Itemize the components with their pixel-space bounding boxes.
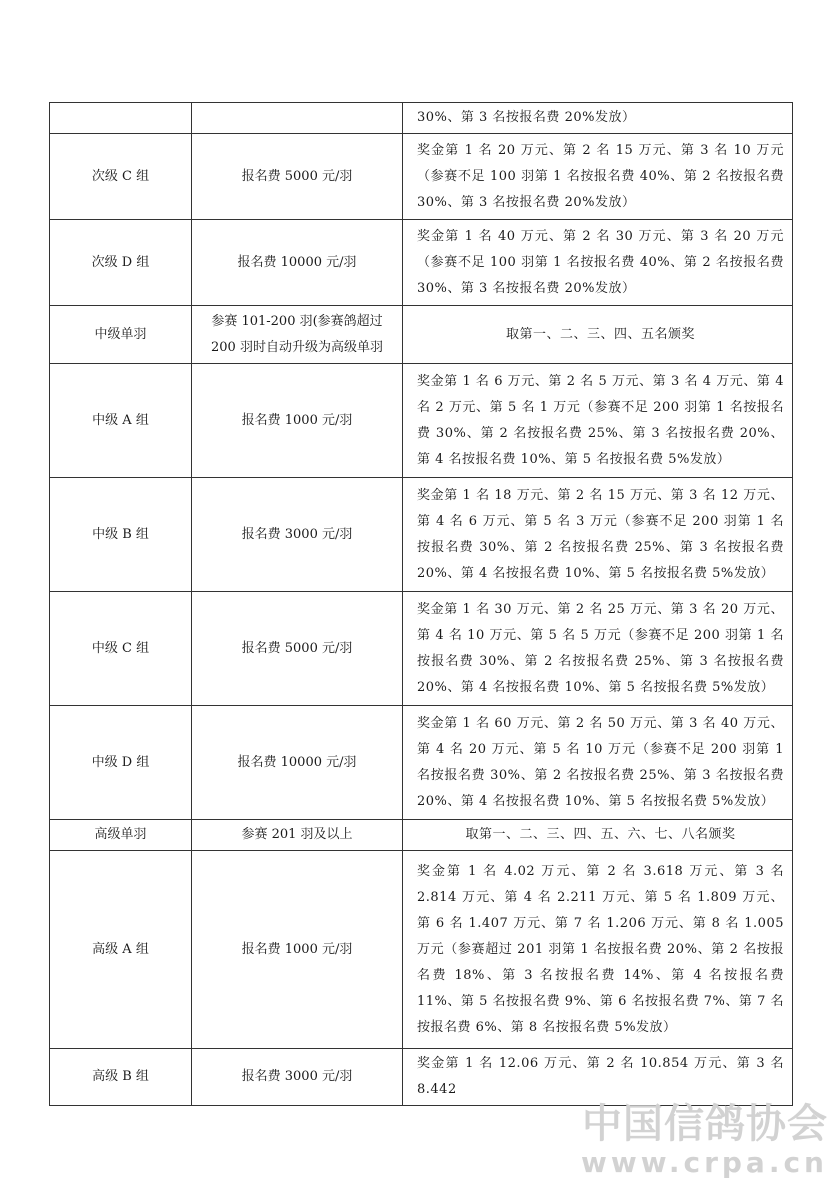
entry-cell: 参赛 101-200 羽(参赛鸽超过 200 羽时自动升级为高级单羽 bbox=[192, 306, 403, 364]
entry-cell bbox=[192, 103, 403, 134]
prize-cell: 取第一、二、三、四、五名颁奖 bbox=[403, 306, 793, 364]
table-row bbox=[50, 220, 793, 306]
group-cell: 次级 C 组 bbox=[50, 134, 192, 220]
table-row bbox=[50, 103, 793, 134]
prize-cell: 奖金第 1 名 20 万元、第 2 名 15 万元、第 3 名 10 万元（参赛不足 100 羽第 1 名按报名费 40%、第 2 名按报名费 30%、第 3 名按报名费 20%发放） bbox=[403, 134, 793, 220]
group-cell: 中级 D 组 bbox=[50, 706, 192, 820]
table-row bbox=[50, 364, 793, 478]
watermark-name: 中国信鸽协会 bbox=[582, 1101, 828, 1147]
table-row bbox=[50, 1049, 793, 1106]
entry-cell: 报名费 1000 元/羽 bbox=[192, 851, 403, 1049]
table-row bbox=[50, 706, 793, 820]
table-row bbox=[50, 134, 793, 220]
entry-cell: 参赛 201 羽及以上 bbox=[192, 820, 403, 851]
prize-cell: 30%、第 3 名按报名费 20%发放） bbox=[403, 103, 793, 134]
prize-table bbox=[49, 102, 793, 1106]
entry-cell: 报名费 3000 元/羽 bbox=[192, 478, 403, 592]
group-cell: 次级 D 组 bbox=[50, 220, 192, 306]
prize-cell: 奖金第 1 名 4.02 万元、第 2 名 3.618 万元、第 3 名 2.814 万元、第 4 名 2.211 万元、第 5 名 1.809 万元、第 6 名 1.407 万元、第 7 名 1.206 万元、第 8 名 1.005 万元（参赛超过 201 羽第 1 名按报名费 20%、第 2 名按报名费 18%、第 3 名按报名费 14%、第 4 名按报名费 11%、第 5 名按报名费 9%、第 6 名按报名费 7%、第 7 名按报名费 6%、第 8 名按报名费 5%发放） bbox=[403, 851, 793, 1049]
prize-cell: 奖金第 1 名 40 万元、第 2 名 30 万元、第 3 名 20 万元（参赛不足 100 羽第 1 名按报名费 40%、第 2 名按报名费 30%、第 3 名按报名费 20%发放） bbox=[403, 220, 793, 306]
entry-cell: 报名费 1000 元/羽 bbox=[192, 364, 403, 478]
entry-cell: 报名费 3000 元/羽 bbox=[192, 1049, 403, 1106]
group-cell: 中级 B 组 bbox=[50, 478, 192, 592]
watermark-url: www.crpa.cn bbox=[581, 1146, 828, 1179]
group-cell: 高级 B 组 bbox=[50, 1049, 192, 1106]
table-row bbox=[50, 592, 793, 706]
prize-cell: 奖金第 1 名 60 万元、第 2 名 50 万元、第 3 名 40 万元、第 4 名 20 万元、第 5 名 10 万元（参赛不足 200 羽第 1 名按报名费 30%、第 2 名按报名费 25%、第 3 名按报名费 20%、第 4 名按报名费 10%、第 5 名按报名费 5%发放） bbox=[403, 706, 793, 820]
prize-cell: 奖金第 1 名 12.06 万元、第 2 名 10.854 万元、第 3 名 8.442 bbox=[403, 1049, 793, 1106]
group-cell: 中级单羽 bbox=[50, 306, 192, 364]
group-cell: 高级单羽 bbox=[50, 820, 192, 851]
entry-cell: 报名费 5000 元/羽 bbox=[192, 592, 403, 706]
group-cell bbox=[50, 103, 192, 134]
prize-cell: 奖金第 1 名 18 万元、第 2 名 15 万元、第 3 名 12 万元、第 4 名 6 万元、第 5 名 3 万元（参赛不足 200 羽第 1 名按报名费 30%、第 2 名按报名费 25%、第 3 名按报名费 20%、第 4 名按报名费 10%、第 5 名按报名费 5%发放） bbox=[403, 478, 793, 592]
entry-cell: 报名费 10000 元/羽 bbox=[192, 706, 403, 820]
entry-cell: 报名费 5000 元/羽 bbox=[192, 134, 403, 220]
group-cell: 中级 C 组 bbox=[50, 592, 192, 706]
prize-cell: 取第一、二、三、四、五、六、七、八名颁奖 bbox=[403, 820, 793, 851]
table-row bbox=[50, 851, 793, 1049]
table-row bbox=[50, 478, 793, 592]
entry-cell: 报名费 10000 元/羽 bbox=[192, 220, 403, 306]
table-row bbox=[50, 820, 793, 851]
table-row bbox=[50, 306, 793, 364]
group-cell: 中级 A 组 bbox=[50, 364, 192, 478]
watermark bbox=[581, 1101, 828, 1179]
prize-cell: 奖金第 1 名 30 万元、第 2 名 25 万元、第 3 名 20 万元、第 4 名 10 万元、第 5 名 5 万元（参赛不足 200 羽第 1 名按报名费 30%、第 2 名按报名费 25%、第 3 名按报名费 20%、第 4 名按报名费 10%、第 5 名按报名费 5%发放） bbox=[403, 592, 793, 706]
prize-cell: 奖金第 1 名 6 万元、第 2 名 5 万元、第 3 名 4 万元、第 4 名 2 万元、第 5 名 1 万元（参赛不足 200 羽第 1 名按报名费 30%、第 2 名按报名费 25%、第 3 名按报名费 20%、第 4 名按报名费 10%、第 5 名按报名费 5%发放） bbox=[403, 364, 793, 478]
group-cell: 高级 A 组 bbox=[50, 851, 192, 1049]
